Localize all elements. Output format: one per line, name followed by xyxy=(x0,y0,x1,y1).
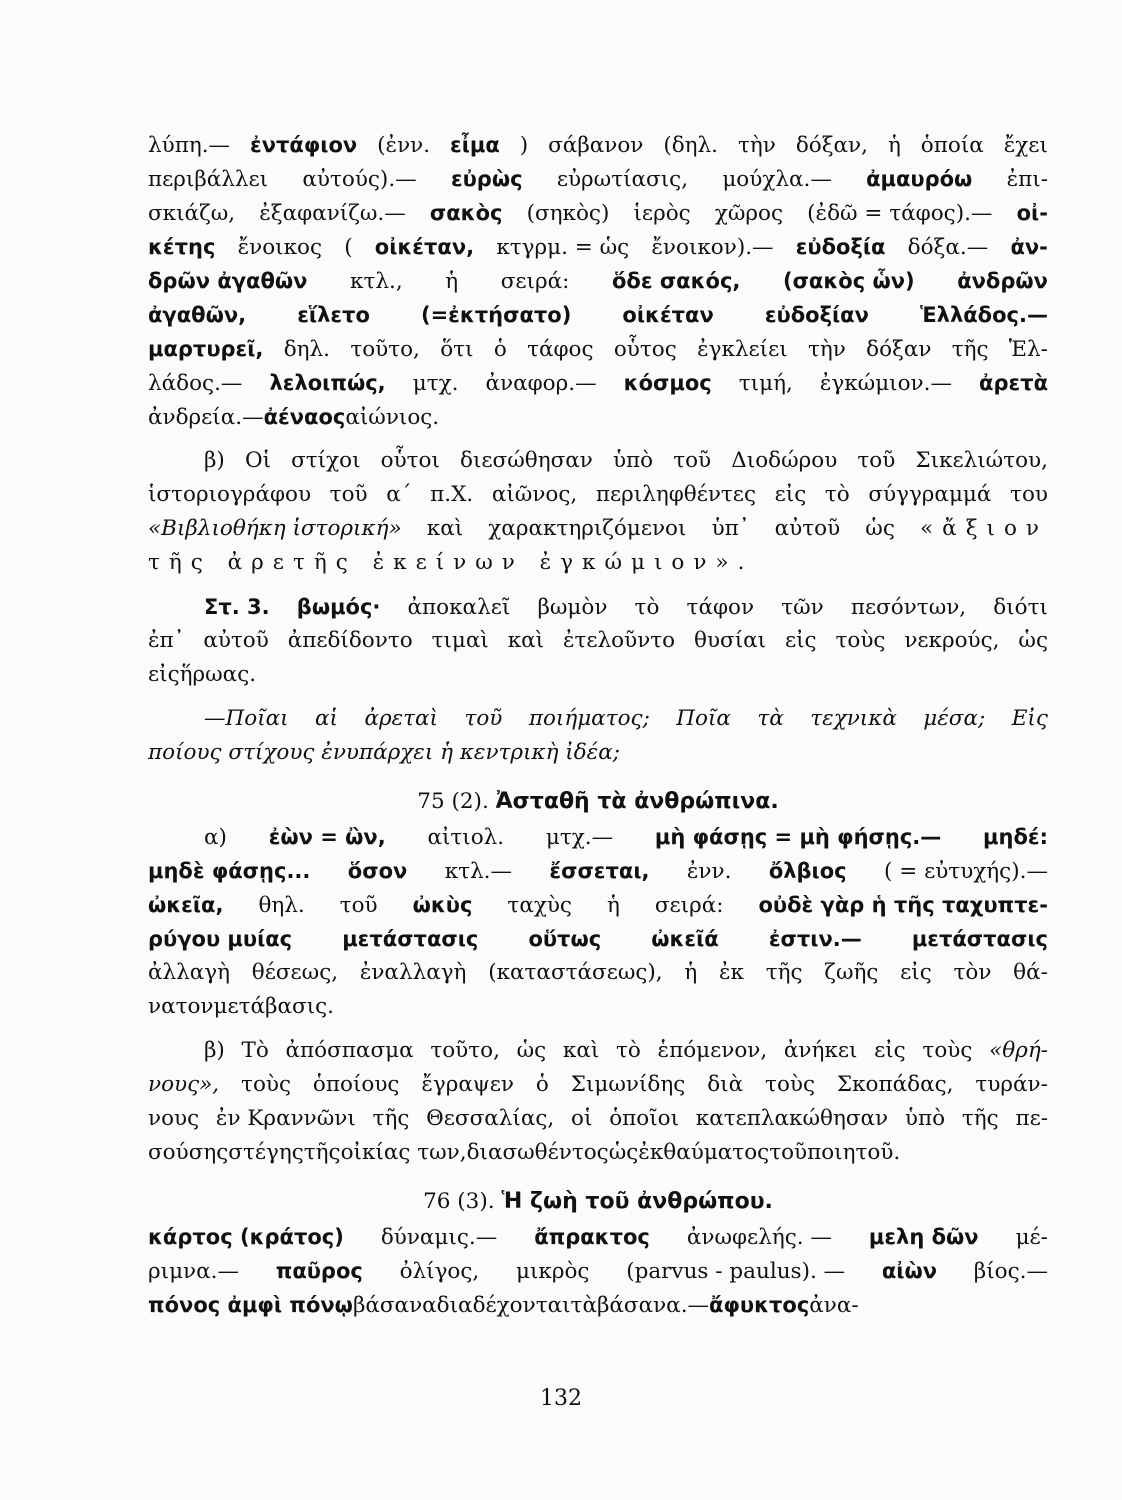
text-segment: ὑπὸ xyxy=(904,1106,946,1131)
text-line xyxy=(148,196,1048,230)
text-segment: Ἑλ- xyxy=(1008,337,1048,362)
text-segment: δηλ. xyxy=(283,337,330,362)
bold-term: βωμός· xyxy=(296,595,381,619)
text-segment: ἀπεδίδοντο xyxy=(287,628,413,653)
bold-term: εὐδοξίαν xyxy=(764,303,869,327)
bold-term: ἐστιν.— xyxy=(768,927,862,951)
text-line xyxy=(148,264,1048,298)
text-segment: ἱερὸς xyxy=(633,201,691,226)
text-segment: τὰ xyxy=(757,706,784,731)
text-line xyxy=(148,512,1048,546)
text-segment: ὁποία xyxy=(920,133,984,158)
text-segment: τιμή, xyxy=(738,371,793,396)
text-segment: ἐπ᾿ xyxy=(148,628,185,653)
text-segment: ἀνδρεία.— xyxy=(148,405,264,430)
text-segment: ἀνωφελής. — xyxy=(686,1225,832,1250)
text-segment: βάσανα.— xyxy=(596,1293,710,1318)
text-segment: νεκρούς, xyxy=(904,628,1000,653)
text-segment: τοῦ xyxy=(673,448,712,473)
text-segment: ἔνοικον).— xyxy=(651,235,774,260)
text-segment: τῶν xyxy=(781,595,824,620)
bold-term: ἀν- xyxy=(1010,235,1048,259)
text-segment: οὗτοι xyxy=(380,448,440,473)
text-segment: τὴν xyxy=(737,133,776,158)
text-segment: τὰ xyxy=(570,1293,597,1318)
text-segment: ἀνήκει xyxy=(783,1038,858,1063)
text-segment: ποιήματος; xyxy=(528,706,650,731)
text-segment: ἔγραψεν xyxy=(421,1072,514,1097)
text-segment: ἡ xyxy=(445,269,459,294)
bold-term: οὕτως xyxy=(528,927,602,951)
text-segment: ἐναλλαγὴ xyxy=(359,960,467,985)
bold-term: οἰ- xyxy=(1016,201,1048,225)
text-segment: βάσανα xyxy=(352,1293,437,1318)
text-segment: στίχοι xyxy=(291,448,361,473)
bold-term: δρῶν ἀγαθῶν xyxy=(148,269,308,293)
text-segment: περιληφθέντες xyxy=(595,482,756,507)
text-segment: κτγρμ. = ὡς xyxy=(496,235,630,260)
text-line xyxy=(148,478,1048,512)
text-segment: θηλ. xyxy=(258,893,305,918)
text-segment: Θεσσαλίας, xyxy=(426,1106,555,1131)
text-segment: ταχὺς xyxy=(507,893,572,918)
text-segment: ἑπόμενον, xyxy=(657,1038,768,1063)
paragraph-76-glossary xyxy=(148,1220,1048,1322)
paragraph-74-verse-3 xyxy=(148,590,1048,692)
text-segment: ) xyxy=(519,133,529,158)
text-segment: ἀπόσπασμα xyxy=(285,1038,414,1063)
text-segment: εἰς xyxy=(784,628,817,653)
text-segment: νους xyxy=(148,1106,200,1131)
text-segment: ὑπὸ xyxy=(612,448,654,473)
paragraph-75-a xyxy=(148,820,1048,1024)
text-segment: οὗτος xyxy=(613,337,677,362)
text-segment: διαδέχονται xyxy=(436,1293,571,1318)
text-line xyxy=(148,990,1048,1024)
bold-term: μαρτυρεῖ, xyxy=(148,337,264,361)
text-segment: β) xyxy=(204,1038,225,1063)
bold-term: λελοιπώς, xyxy=(269,371,386,395)
text-segment: μτχ. xyxy=(412,371,459,396)
text-segment: χαρακτηριζόμενοι xyxy=(488,516,687,541)
text-segment: ἐκ xyxy=(719,960,744,985)
text-segment: μέσα; xyxy=(923,706,986,731)
text-segment: τοὺς xyxy=(835,628,886,653)
text-segment: τῆς xyxy=(372,1106,410,1131)
heading-76-title: Ἡ ζωὴ τοῦ ἀνθρώπου. xyxy=(501,1189,773,1214)
text-segment: αὐτούς).— xyxy=(302,167,417,192)
text-segment: τάφον xyxy=(686,595,755,620)
text-segment: του xyxy=(1010,482,1048,507)
text-segment: θαύματος xyxy=(663,1140,770,1165)
text-segment: σύγγραμμά xyxy=(868,482,992,507)
text-segment: ἀλλαγὴ xyxy=(148,960,231,985)
text-segment: λύπη.— xyxy=(148,133,231,158)
text-segment: ἀνα- xyxy=(809,1293,859,1318)
text-segment: δύναμις.— xyxy=(380,1225,498,1250)
text-segment: ἱστοριογράφου xyxy=(148,482,312,507)
text-line xyxy=(148,1068,1048,1102)
text-segment: ὁ xyxy=(535,1072,549,1097)
bold-term: οὐδὲ γὰρ ἡ τῆς ταχυπτε- xyxy=(758,893,1048,917)
text-segment: ἐξαφανίζω.— xyxy=(259,201,406,226)
text-line xyxy=(148,736,1048,770)
text-segment: διότι xyxy=(993,595,1048,620)
text-segment: ἐτελοῦντο xyxy=(562,628,676,653)
text-segment: σειρά: xyxy=(654,893,724,918)
text-segment: θέσεως, xyxy=(251,960,339,985)
bold-term: ὄλβιος xyxy=(768,859,847,883)
text-segment: «θρή- xyxy=(989,1038,1048,1063)
text-segment: τὸ xyxy=(634,595,660,620)
text-segment: αἰτιολ. xyxy=(427,825,505,850)
text-segment: ποιητοῦ. xyxy=(807,1140,901,1165)
text-segment: αἰῶνος, xyxy=(491,482,578,507)
text-segment: μετάβασις. xyxy=(213,994,334,1019)
text-segment: διεσώθησαν xyxy=(460,448,593,473)
text-segment: ὁποίους xyxy=(312,1072,400,1097)
heading-76-number: 76 xyxy=(423,1189,451,1214)
paragraph-glossary-74 xyxy=(148,128,1048,434)
text-segment: αἱ xyxy=(315,706,338,731)
bold-term: ἀγαθῶν, xyxy=(148,303,247,327)
text-segment: μούχλα.— xyxy=(722,167,832,192)
text-segment: τῆς xyxy=(303,1140,341,1165)
text-line xyxy=(148,162,1048,196)
text-segment: σκιάζω, xyxy=(148,201,236,226)
bold-term: ὠκὺς xyxy=(412,893,473,917)
bold-term: εὐρὼς xyxy=(450,167,523,191)
text-segment: τοῦτο, xyxy=(430,1038,500,1063)
bold-term: (σακὸς ὧν) xyxy=(782,269,915,293)
text-segment: καὶ xyxy=(562,1038,600,1063)
text-segment: τῆς xyxy=(961,1106,999,1131)
bold-term: οἰκέταν, xyxy=(374,235,475,259)
text-segment: πε- xyxy=(1015,1106,1048,1131)
bold-term: αἰὼν xyxy=(881,1259,938,1283)
text-segment: Σκοπάδας, xyxy=(836,1072,954,1097)
text-line xyxy=(148,888,1048,922)
text-segment: αἰώνιος. xyxy=(345,405,440,430)
bold-term: Στ. 3. xyxy=(204,595,270,619)
text-line xyxy=(148,702,1048,736)
text-segment: τεχνικὰ xyxy=(810,706,897,731)
text-line xyxy=(148,1034,1048,1068)
text-line xyxy=(148,128,1048,162)
bold-term: ἀρετὰ xyxy=(979,371,1048,395)
text-segment: ( = εὐτυχής).— xyxy=(884,859,1048,884)
text-segment: ἡ xyxy=(684,960,698,985)
text-line xyxy=(148,1288,1048,1322)
text-segment: ἔχει xyxy=(1003,133,1048,158)
bold-term: εὐδοξία xyxy=(795,235,886,259)
text-segment: ὅτι xyxy=(440,337,474,362)
text-segment: «Βιβλιοθήκη ἱστορική» xyxy=(148,516,402,541)
text-segment: μτχ.— xyxy=(545,825,614,850)
text-segment: ὡς xyxy=(1018,628,1048,653)
text-segment: σάβανον xyxy=(548,133,644,158)
bold-term: ἀέναος xyxy=(263,405,346,429)
text-segment: τοῦ xyxy=(769,1140,808,1165)
bold-term: μηδέ: xyxy=(983,825,1048,849)
bold-term: ὅσον xyxy=(347,859,408,883)
text-line xyxy=(148,546,1048,580)
text-segment: θά- xyxy=(1013,960,1048,985)
text-segment: τὴν xyxy=(807,337,846,362)
text-segment: ὑπ᾿ xyxy=(711,516,750,541)
paragraph-75-b xyxy=(148,1034,1048,1170)
text-segment: ὡς xyxy=(608,1140,639,1165)
text-segment: Οἱ xyxy=(244,448,271,473)
text-line xyxy=(148,1220,1048,1254)
text-line xyxy=(148,1102,1048,1136)
text-segment: πεσόντων, xyxy=(850,595,967,620)
bold-term: (=ἐκτήσατο) xyxy=(420,303,572,327)
text-segment: β) xyxy=(204,448,225,473)
text-segment: λάδος.— xyxy=(148,371,243,396)
bold-term: εἵλετο xyxy=(297,303,370,327)
text-segment: χῶρος xyxy=(714,201,784,226)
text-column xyxy=(148,128,1048,1322)
text-segment: ἡ xyxy=(606,893,620,918)
bold-term: μελη δῶν xyxy=(868,1225,979,1249)
text-line xyxy=(148,298,1048,332)
text-segment: ( xyxy=(344,235,353,260)
text-segment: ὡς xyxy=(865,516,895,541)
text-line xyxy=(148,854,1048,888)
text-segment: τὸ xyxy=(616,1038,641,1063)
bold-term: ἀμαυρόω xyxy=(866,167,973,191)
text-segment: περιβάλλει xyxy=(148,167,269,192)
text-segment: τιμαὶ xyxy=(431,628,489,653)
text-segment: Σιμωνίδης xyxy=(570,1072,686,1097)
text-segment: ἀρεταὶ xyxy=(364,706,438,731)
text-segment: νους», xyxy=(148,1072,220,1097)
text-line xyxy=(148,444,1048,478)
text-segment: τὸ xyxy=(824,482,850,507)
paragraph-74-b xyxy=(148,444,1048,580)
text-line xyxy=(148,1254,1048,1288)
text-segment: δόξα.— xyxy=(907,235,989,260)
text-segment: ὁ xyxy=(493,337,507,362)
page-number: 132 xyxy=(540,1386,582,1411)
text-segment: καὶ xyxy=(507,628,545,653)
text-segment: ἀποκαλεῖ xyxy=(407,595,511,620)
text-segment: σειρά: xyxy=(500,269,570,294)
text-line xyxy=(148,658,1048,692)
bold-term: πόνος ἀμφὶ πόνῳ xyxy=(148,1293,353,1317)
text-segment: τὸν xyxy=(953,960,992,985)
text-segment: τῆς xyxy=(951,337,989,362)
heading-75-title: Ἀσταθῆ τὰ ἀνθρώπινα. xyxy=(495,789,779,814)
text-segment: Διοδώρου xyxy=(731,448,838,473)
bold-term: κέτης xyxy=(148,235,216,259)
text-segment: ριμνα.— xyxy=(148,1259,239,1284)
text-segment: π.Χ. xyxy=(430,482,474,507)
bold-term: ρύγου μυίας xyxy=(148,927,293,951)
text-line xyxy=(148,956,1048,990)
text-segment: τοῦ xyxy=(329,482,368,507)
text-segment: τοὺς xyxy=(241,1072,291,1097)
bold-term: μετάστασις xyxy=(342,927,479,951)
text-segment: δόξαν xyxy=(866,337,932,362)
text-line xyxy=(148,366,1048,400)
text-segment: εἰς xyxy=(874,1038,906,1063)
text-segment: στέγης xyxy=(228,1140,304,1165)
text-line xyxy=(148,922,1048,956)
text-segment: νατον xyxy=(148,994,214,1019)
text-segment: ὡς xyxy=(516,1038,547,1063)
heading-75-ref: (2). xyxy=(451,789,489,814)
text-segment: (parvus - paulus). — xyxy=(626,1259,846,1284)
text-segment: δόξαν, xyxy=(795,133,868,158)
text-segment: κτλ.— xyxy=(444,859,512,884)
text-segment: —Ποῖαι xyxy=(204,706,289,731)
text-line xyxy=(148,400,1048,434)
text-segment: (σηκὸς) xyxy=(526,201,610,226)
text-segment: ὀλίγος, xyxy=(399,1259,480,1284)
text-segment: εἰς xyxy=(148,662,180,687)
text-segment: κατεπλακώθησαν xyxy=(695,1106,889,1131)
text-segment: ἐγκλείει xyxy=(697,337,788,362)
bold-term: μὴ φάσῃς = μὴ φήσῃς.— xyxy=(654,825,942,849)
bold-term: παῦρος xyxy=(275,1259,363,1283)
bold-term: ὠκεῖά xyxy=(651,927,719,951)
bold-term: ἐὼν = ὢν, xyxy=(268,825,386,849)
text-segment: (ἐνν. xyxy=(377,133,431,158)
text-line xyxy=(148,624,1048,658)
bold-term: ἐντάφιον xyxy=(250,133,358,157)
text-segment: εἰς xyxy=(900,960,932,985)
text-segment: διασωθέντος xyxy=(466,1140,609,1165)
bold-term: ὅδε σακός, xyxy=(611,269,741,293)
text-segment: α΄ xyxy=(386,482,412,507)
text-segment: σούσης xyxy=(148,1140,229,1165)
bold-term: κόσμος xyxy=(623,371,712,395)
text-segment: ἐν Κραννῶνι xyxy=(215,1106,356,1131)
text-segment: (καταστάσεως), xyxy=(488,960,663,985)
text-line xyxy=(148,1136,1048,1170)
text-segment: ἐπι- xyxy=(1006,167,1048,192)
bold-term: μηδὲ φάσῃς... xyxy=(148,859,311,883)
text-segment: Σικελιώτου, xyxy=(915,448,1048,473)
text-segment: αὐτοῦ xyxy=(203,628,269,653)
text-segment: τοῦ xyxy=(857,448,896,473)
text-segment: οἰκίας των, xyxy=(340,1140,467,1165)
text-segment: μέ- xyxy=(1015,1225,1048,1250)
text-line xyxy=(148,332,1048,366)
bold-term: οἰκέταν xyxy=(622,303,714,327)
bold-term: ὠκεῖα, xyxy=(148,893,224,917)
text-segment: ἐνν. xyxy=(686,859,732,884)
text-segment: θυσίαι xyxy=(694,628,767,653)
text-segment: βίος.— xyxy=(973,1259,1048,1284)
text-segment: τοῦ xyxy=(339,893,378,918)
text-segment: ποίους στίχους ἐνυπάρχει ἡ κεντρικὴ ἰδέα; xyxy=(148,740,620,765)
text-segment: τοῦ xyxy=(464,706,503,731)
text-segment: καὶ xyxy=(426,516,464,541)
text-segment: Εἰς xyxy=(1011,706,1048,731)
section-heading-75 xyxy=(148,776,1048,820)
text-segment: εἰς xyxy=(774,482,807,507)
heading-76-ref: (3). xyxy=(457,1189,495,1214)
section-heading-76 xyxy=(148,1176,1048,1220)
text-segment: εὐρωτίασις, xyxy=(556,167,689,192)
text-segment: ἡ xyxy=(887,133,901,158)
bold-term: ἄπρακτος xyxy=(534,1225,650,1249)
text-segment: βωμὸν xyxy=(537,595,608,620)
text-segment: οἱ xyxy=(571,1106,593,1131)
text-segment: τυράν- xyxy=(975,1072,1048,1097)
text-segment: α) xyxy=(204,825,227,850)
text-segment: ἐκ xyxy=(638,1140,664,1165)
bold-term: ἄφυκτος xyxy=(709,1293,810,1317)
text-segment: τῆς xyxy=(765,960,803,985)
text-line xyxy=(148,590,1048,624)
text-segment: Τὸ xyxy=(241,1038,269,1063)
bold-term: ἔσσεται, xyxy=(549,859,650,883)
text-segment: τοὺς xyxy=(922,1038,973,1063)
text-segment: ἀναφορ.— xyxy=(485,371,597,396)
text-segment: Ποῖα xyxy=(676,706,731,731)
text-segment: ζωῆς xyxy=(824,960,879,985)
heading-75-number: 75 xyxy=(417,789,445,814)
bold-term: ἀνδρῶν xyxy=(957,269,1048,293)
text-segment: ἐγκώμιον.— xyxy=(819,371,952,396)
text-segment: ἔνοικος xyxy=(237,235,323,260)
text-segment: ὁποῖοι xyxy=(609,1106,680,1131)
bold-term: εἶμα xyxy=(450,133,500,157)
text-segment: μικρὸς xyxy=(515,1259,590,1284)
text-segment: τοὺς xyxy=(765,1072,815,1097)
text-segment: τῆς ἀρετῆς ἐκείνων ἐγκώμιον». xyxy=(148,550,754,575)
bold-term: σακὸς xyxy=(429,201,503,225)
bold-term: μετάστασις xyxy=(911,927,1048,951)
text-line xyxy=(148,230,1048,264)
text-segment: «ἄξιον xyxy=(920,516,1048,541)
paragraph-74-questions xyxy=(148,702,1048,770)
bold-term: κάρτος (κράτος) xyxy=(148,1225,344,1249)
text-segment: κτλ., xyxy=(350,269,403,294)
bold-term: Ἑλλάδος.— xyxy=(919,303,1048,327)
text-segment: τάφος xyxy=(527,337,594,362)
text-segment: (δηλ. xyxy=(663,133,719,158)
text-line xyxy=(148,820,1048,854)
text-segment: διὰ xyxy=(707,1072,744,1097)
text-segment: τοῦτο, xyxy=(350,337,420,362)
text-segment: ἥρωας. xyxy=(179,662,257,687)
text-segment: (ἐδῶ = τάφος).— xyxy=(807,201,993,226)
text-segment: αὐτοῦ xyxy=(774,516,841,541)
